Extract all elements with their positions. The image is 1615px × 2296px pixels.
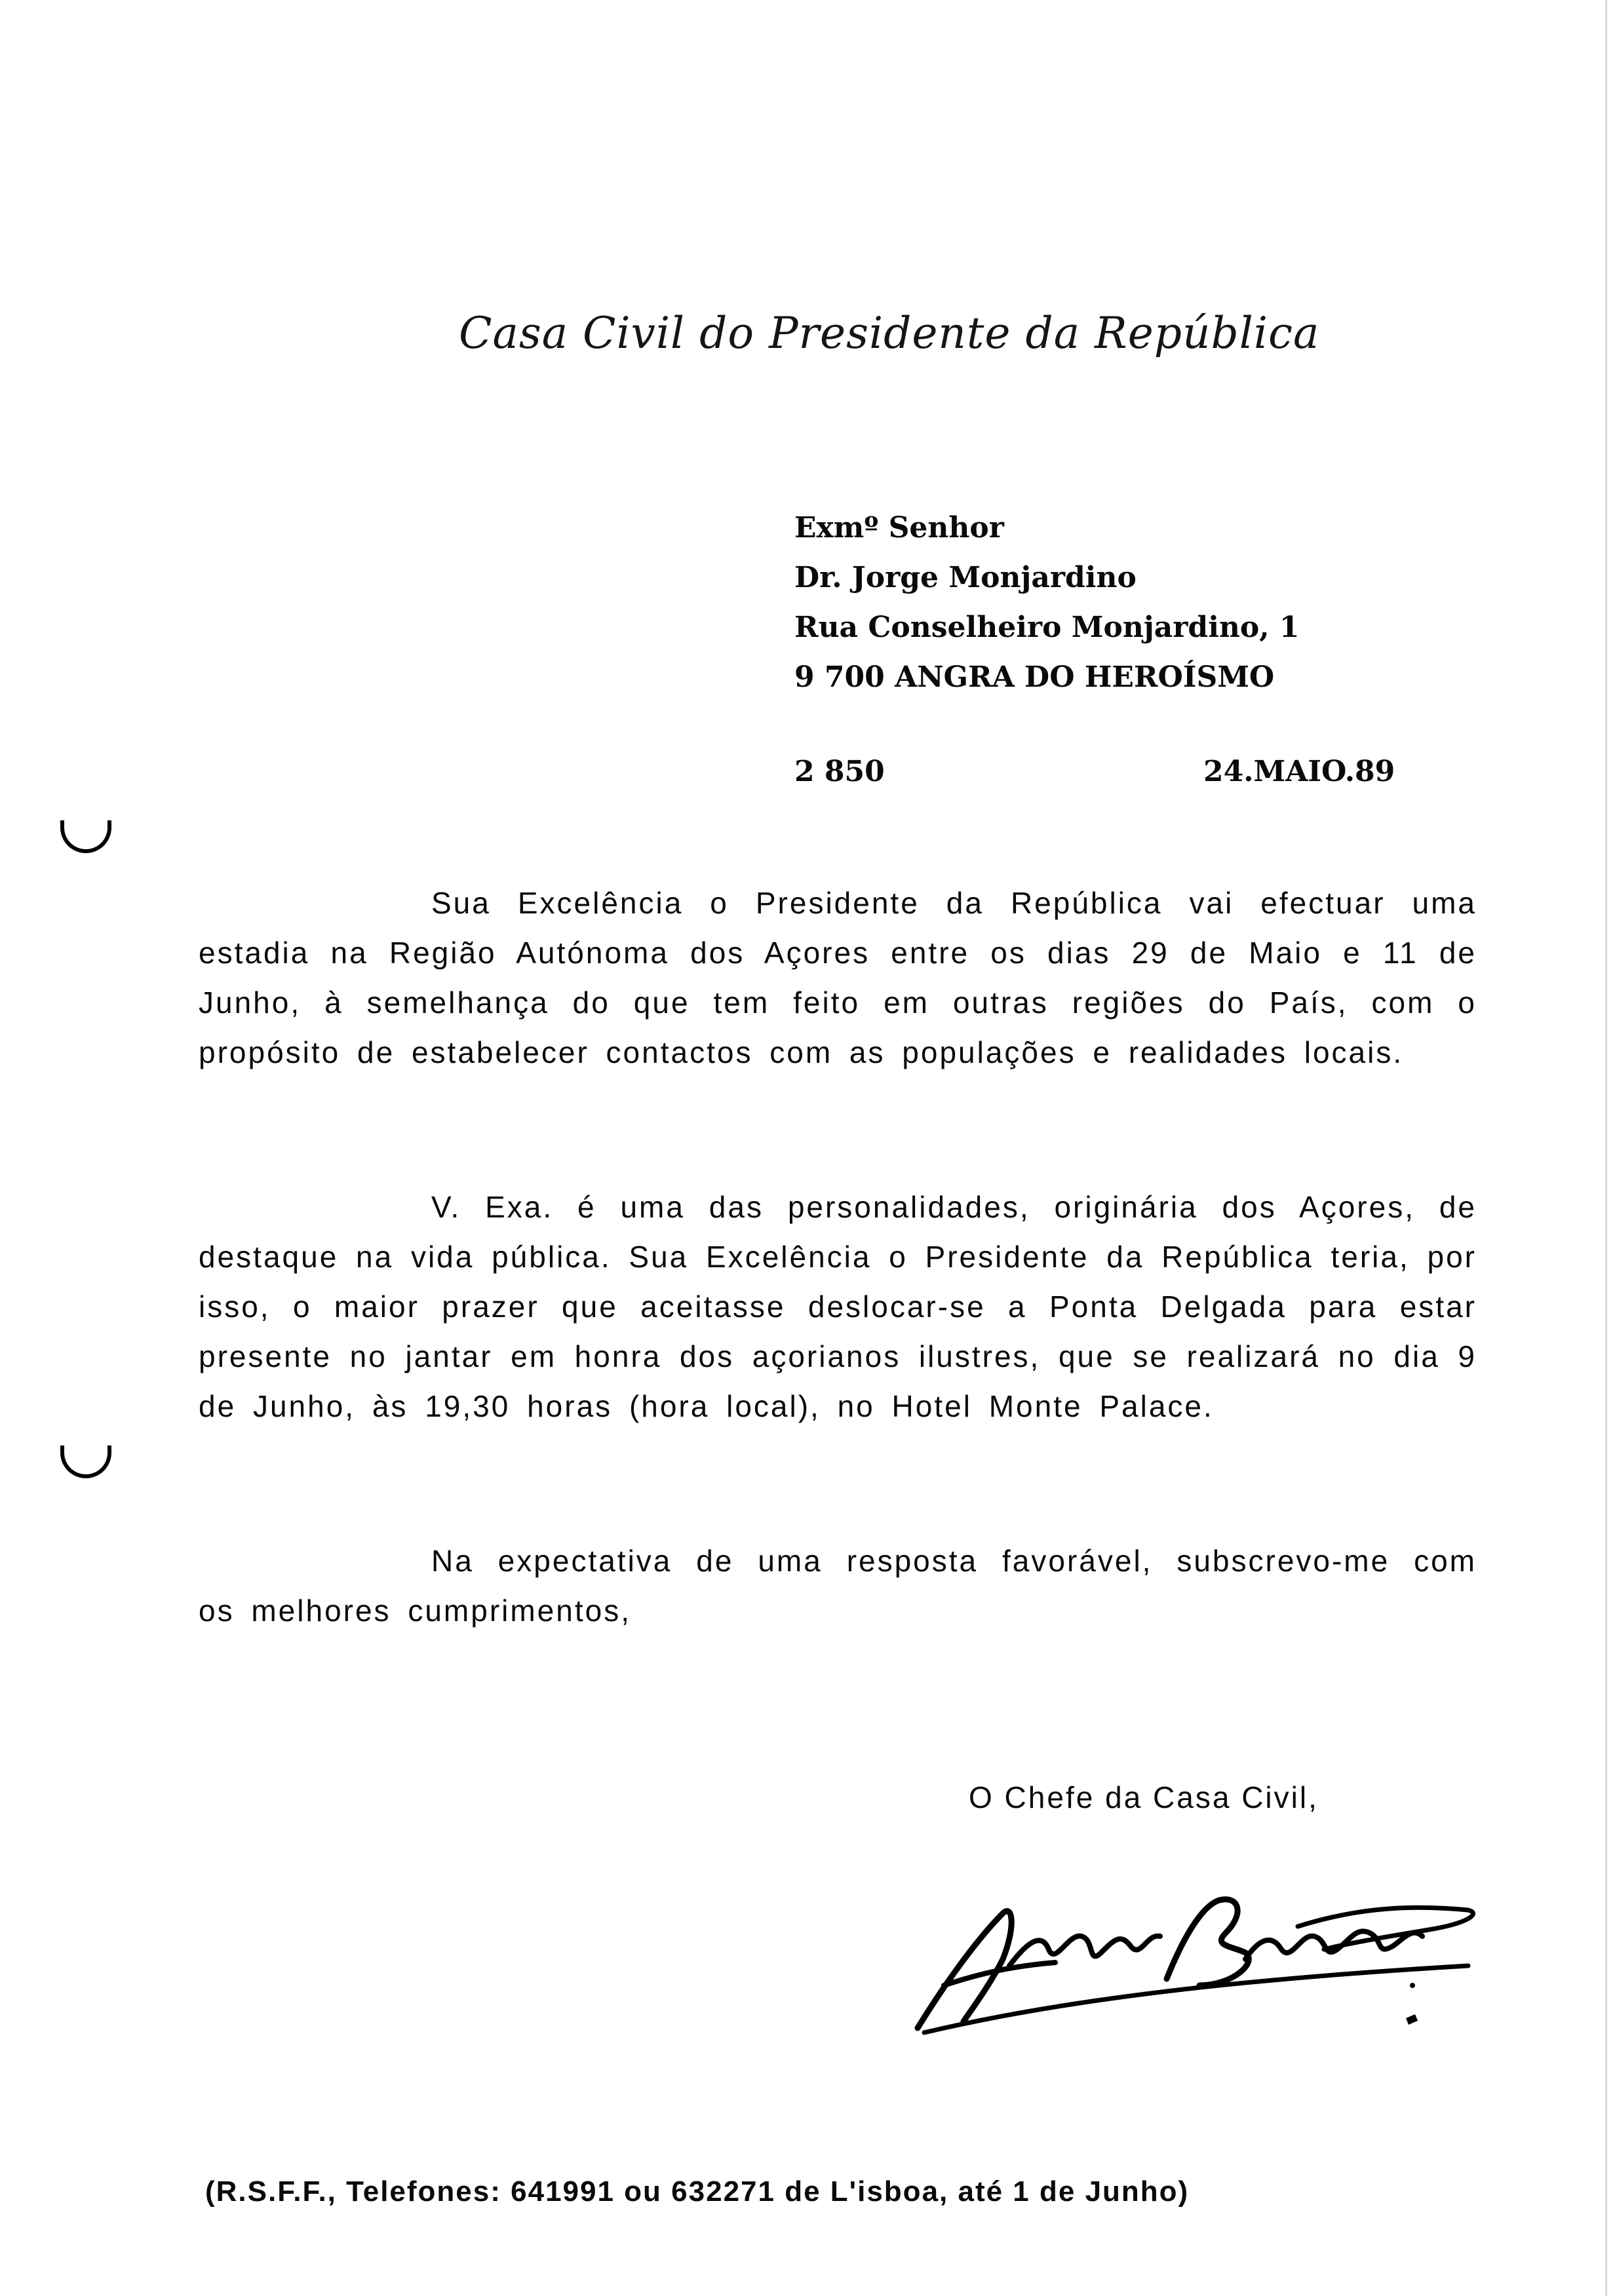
recipient-address xyxy=(794,503,1300,702)
letter-date: 24.MAIO.89 xyxy=(1203,755,1395,788)
punch-hole-mark xyxy=(60,820,111,853)
body-paragraph-1: Sua Excelência o Presidente da República vai efectuar uma estadia na Região Autónoma dos Açores entre os dias 29 de Maio e 11 de Junho, à semelhança do que tem feito em outras regiões do País, com o propósito de estabelecer contactos com as populações e realidades locais. xyxy=(199,886,1477,1069)
page-edge xyxy=(1605,0,1607,2296)
recipient-street: Rua Conselheiro Monjardino, 1 xyxy=(794,611,1300,644)
signature xyxy=(905,1887,1494,2038)
body-paragraph-3: Na expectativa de uma resposta favorável, subscrevo-me com os melhores cumprimentos, xyxy=(199,1544,1477,1628)
reference-number: 2 850 xyxy=(794,755,885,788)
recipient-city: 9 700 ANGRA DO HEROÍSMO xyxy=(794,660,1275,694)
punch-hole-mark xyxy=(60,1445,111,1478)
closing-title: O Chefe da Casa Civil, xyxy=(969,1780,1319,1814)
footer-contact-note: (R.S.F.F., Telefones: 641991 ou 632271 de L'isboa, até 1 de Junho) xyxy=(205,2175,1190,2208)
recipient-name: Dr. Jorge Monjardino xyxy=(794,561,1137,594)
body-paragraph-2: V. Exa. é uma das personalidades, originária dos Açores, de destaque na vida pública. Sua Excelência o Presidente da República teria, por isso, o maior prazer que aceitasse deslocar-se a Ponta Delgada para estar presente no jantar em honra dos açorianos ilustres, que se realizará no dia 9 de Junho, às 19,30 horas (hora local), no Hotel Monte Palace. xyxy=(199,1190,1477,1423)
recipient-salutation: Exmº Senhor xyxy=(794,511,1004,545)
letterhead: Casa Civil do Presidente da República xyxy=(459,308,1320,358)
